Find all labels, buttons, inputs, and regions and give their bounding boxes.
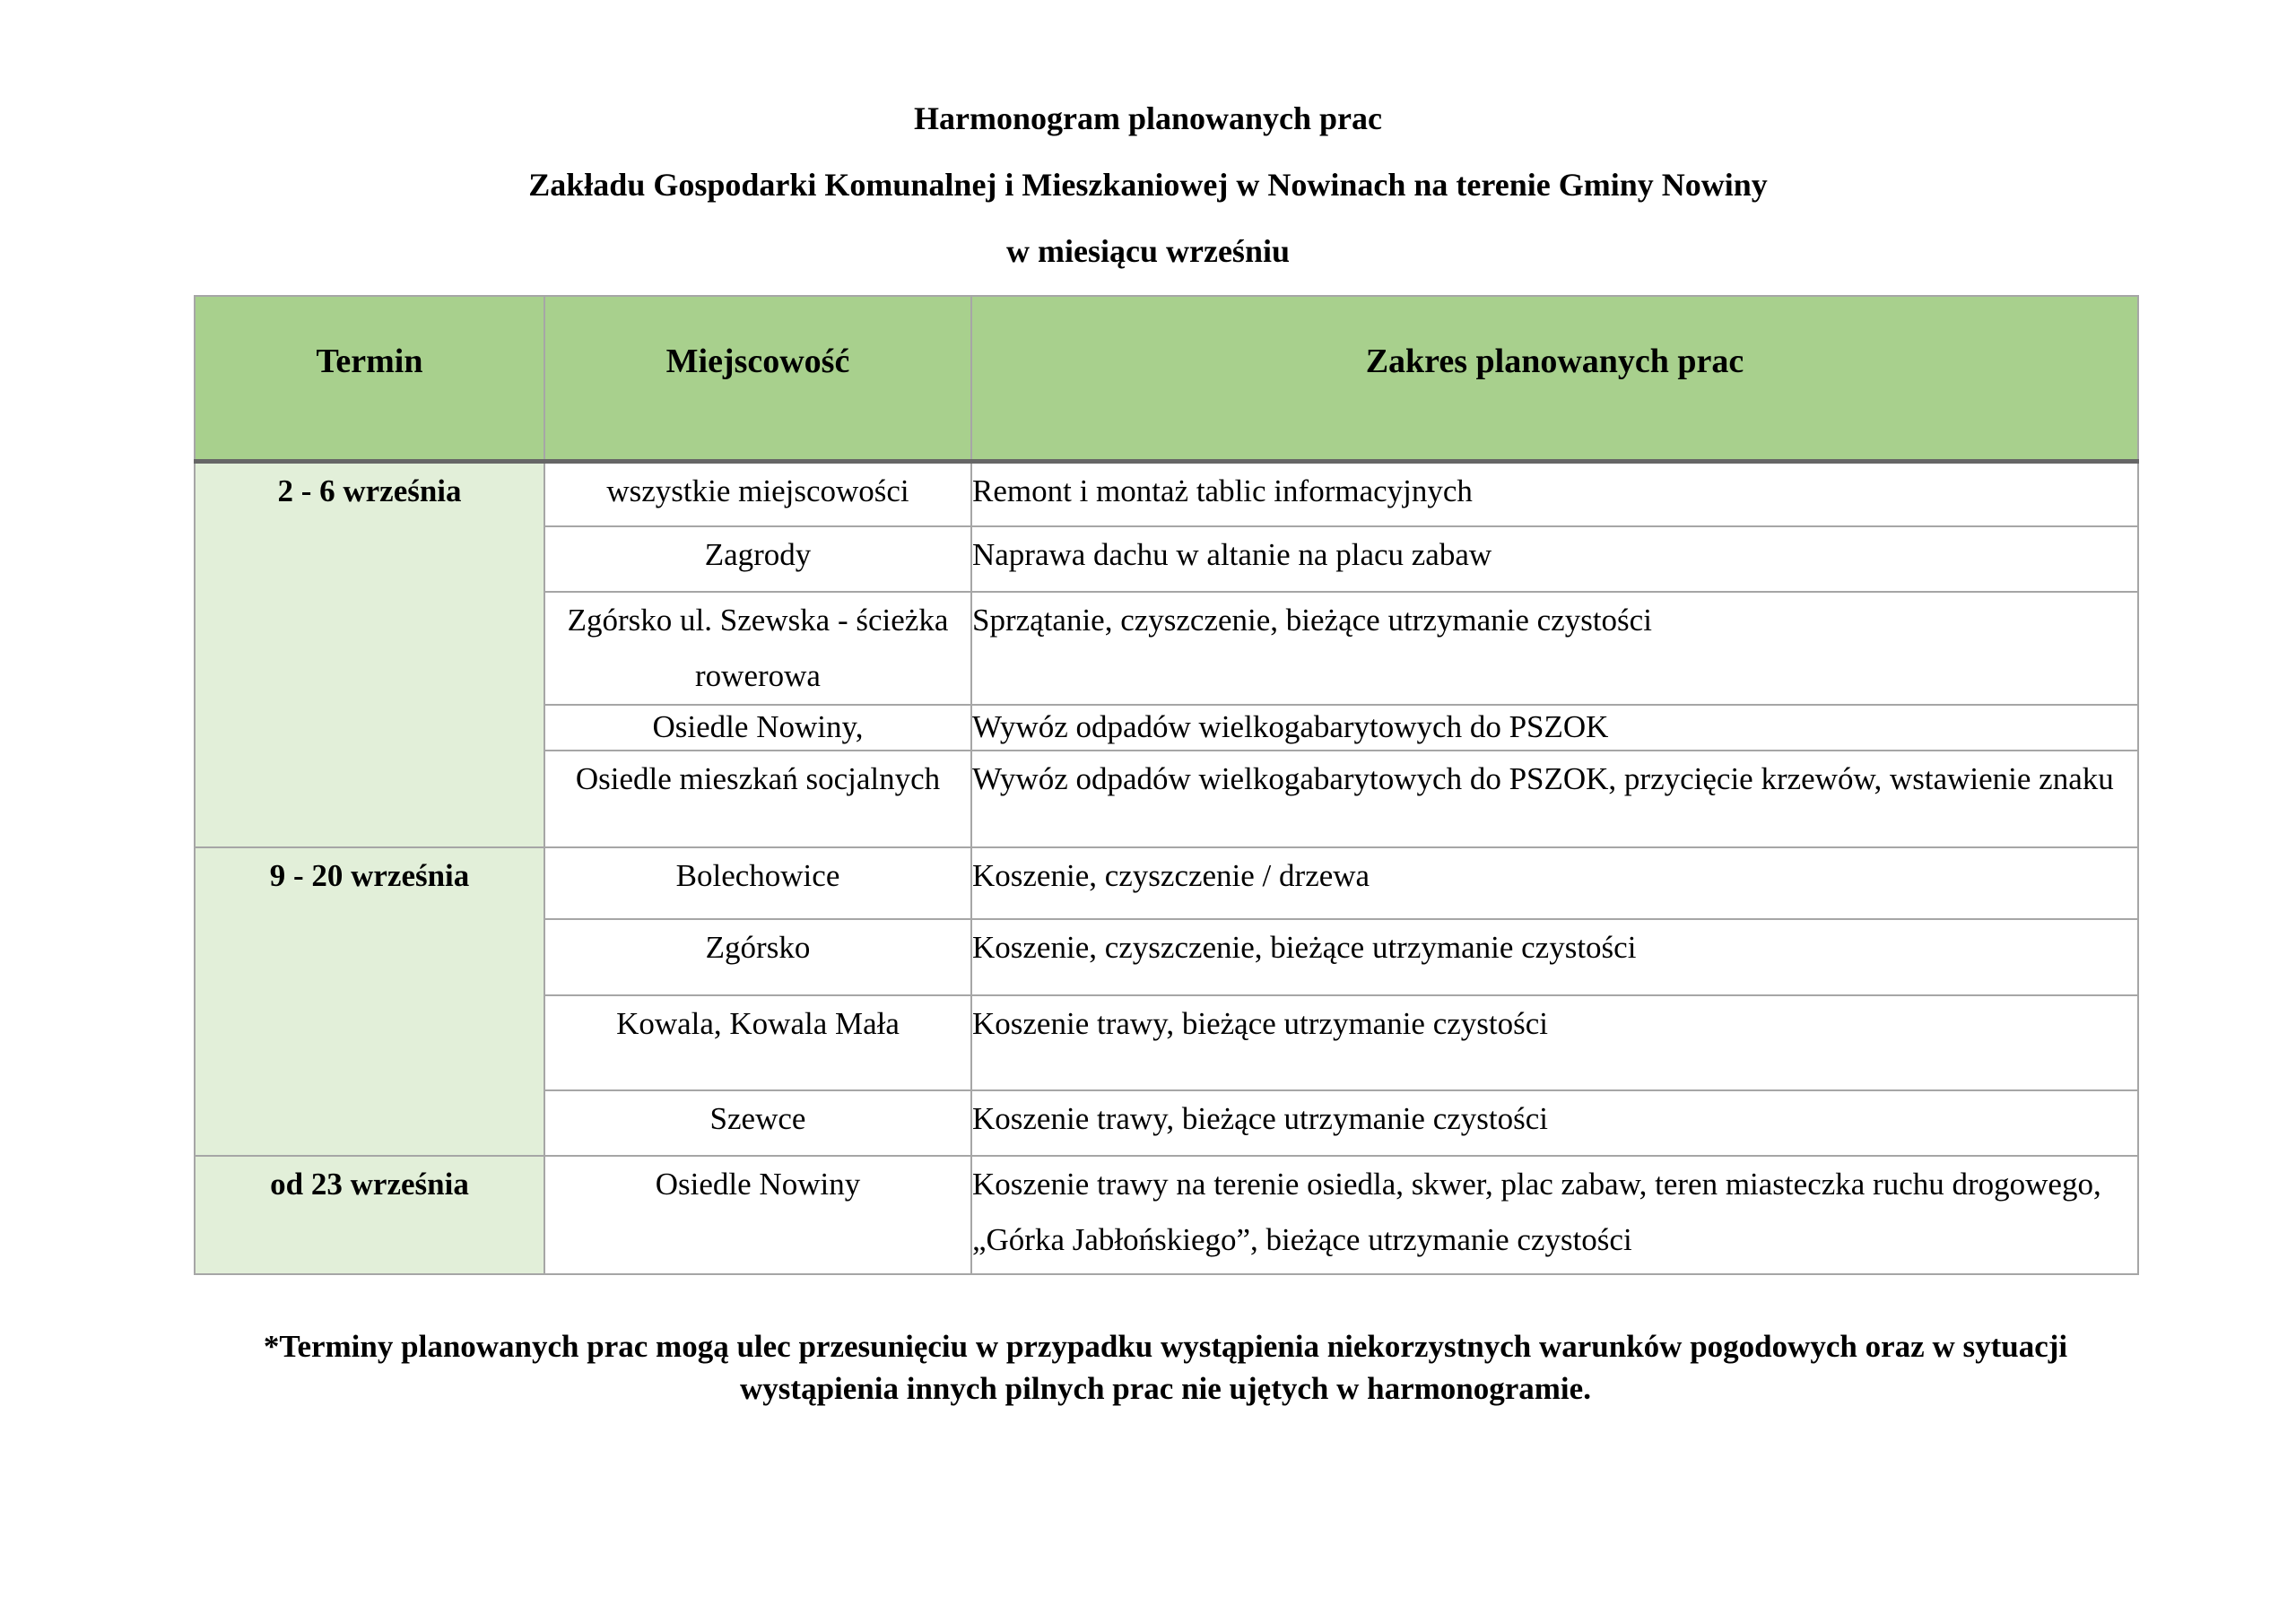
term-cell: 2 - 6 września [195,461,544,847]
place-cell: Zgórsko ul. Szewska - ścieżka rowerowa [544,592,971,705]
scope-cell: Wywóz odpadów wielkogabarytowych do PSZOK, przycięcie krzewów, wstawienie znaku [971,751,2138,847]
header-row [195,296,2138,461]
footnote: *Terminy planowanych prac mogą ulec przesunięciu w przypadku wystąpienia niekorzystnych warunków pogodowych oraz w sytuacji wystąpienia innych pilnych prac nie ujętych w harmonogramie. [263,1329,2068,1406]
document-subtitle: Zakładu Gospodarki Komunalnej i Mieszkaniowej w Nowinach na terenie Gminy Nowiny [528,167,1768,203]
header-place: Miejscowość [544,296,971,461]
place-cell: Zgórsko [544,919,971,995]
place-cell: wszystkie miejscowości [544,461,971,526]
schedule-table [194,295,2139,1275]
scope-cell: Sprzątanie, czyszczenie, bieżące utrzymanie czystości [971,592,2138,705]
scope-cell: Koszenie trawy na terenie osiedla, skwer, plac zabaw, teren miasteczka ruchu drogowego, „Górka Jabłońskiego”, bieżące utrzymanie czystości [971,1156,2138,1274]
place-cell: Kowala, Kowala Mała [544,995,971,1090]
table-row [195,461,2138,526]
place-cell: Osiedle Nowiny [544,1156,971,1274]
scope-cell: Koszenie trawy, bieżące utrzymanie czystości [971,1090,2138,1156]
place-cell: Bolechowice [544,847,971,919]
table-row [195,1156,2138,1274]
scope-cell: Wywóz odpadów wielkogabarytowych do PSZOK [971,705,2138,751]
header-term: Termin [195,296,544,461]
header-scope: Zakres planowanych prac [971,296,2138,461]
scope-cell: Koszenie, czyszczenie, bieżące utrzymanie czystości [971,919,2138,995]
document-period: w miesiącu wrześniu [1006,233,1290,269]
scope-cell: Naprawa dachu w altanie na placu zabaw [971,526,2138,592]
place-cell: Osiedle mieszkań socjalnych [544,751,971,847]
document-title: Harmonogram planowanych prac [914,100,1382,136]
scope-cell: Remont i montaż tablic informacyjnych [971,461,2138,526]
table-row [195,847,2138,919]
place-cell: Osiedle Nowiny, [544,705,971,751]
place-cell: Szewce [544,1090,971,1156]
place-cell: Zagrody [544,526,971,592]
term-cell: 9 - 20 września [195,847,544,1156]
term-cell: od 23 września [195,1156,544,1274]
scope-cell: Koszenie, czyszczenie / drzewa [971,847,2138,919]
scope-cell: Koszenie trawy, bieżące utrzymanie czystości [971,995,2138,1090]
